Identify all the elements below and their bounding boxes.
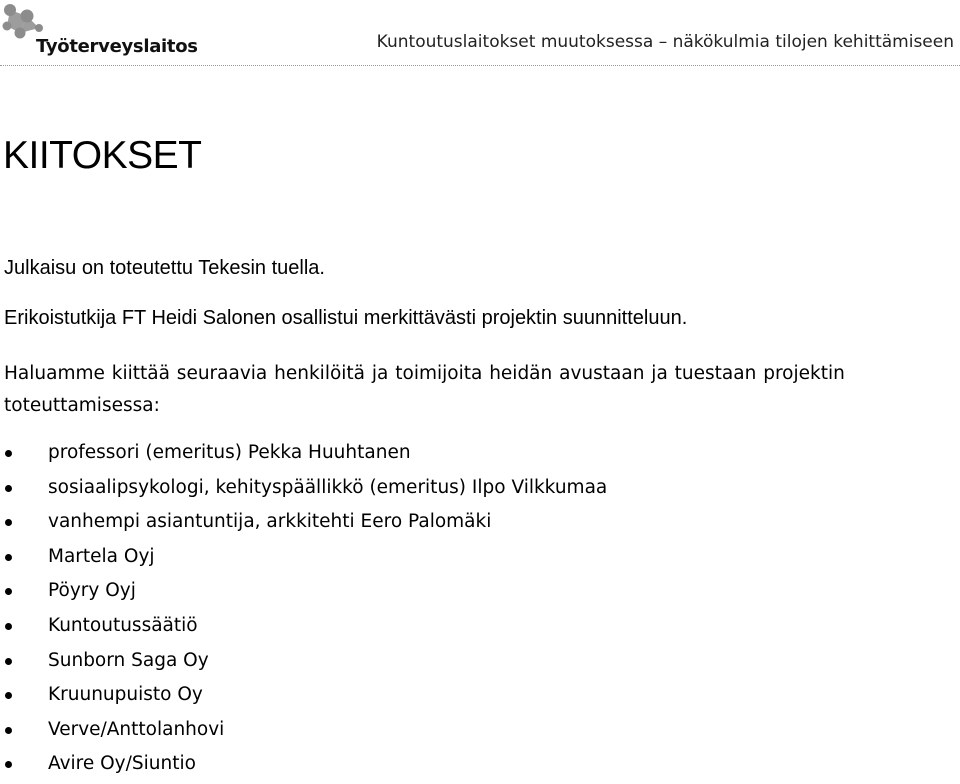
list-item-text: Avire Oy/Siuntio — [48, 753, 196, 775]
list-item-text: vanhempi asiantuntija, arkkitehti Eero Palomäki — [48, 511, 492, 533]
contributor-paragraph: Erikoistutkija FT Heidi Salonen osallistui merkittävästi projektin suunnitteluun. — [4, 307, 688, 329]
bullet-dot-icon — [5, 554, 12, 561]
page-header — [0, 0, 960, 66]
logo-text: Työterveyslaitos — [36, 36, 198, 57]
bullet-dot-icon — [5, 588, 12, 595]
thanks-paragraph: Haluamme kiittää seuraavia henkilöitä ja toimijoita heidän avustaan ja tuestaan projektin toteuttamisessa: — [4, 363, 845, 416]
list-item-text: professori (emeritus) Pekka Huuhtanen — [48, 442, 411, 463]
list-item-text: Sunborn Saga Oy — [48, 649, 209, 671]
bullet-dot-icon — [5, 692, 12, 699]
bullet-dot-icon — [5, 623, 12, 630]
list-item-text: Verve/Anttolanhovi — [48, 718, 225, 740]
bullet-dot-icon — [5, 450, 12, 457]
tyoterveyslaitos-logo — [2, 2, 198, 62]
document-header-title: Kuntoutuslaitokset muutoksessa – näkökulmia tilojen kehittämiseen — [376, 32, 954, 52]
page-title: KIITOKSET — [3, 134, 202, 177]
header-divider — [0, 65, 960, 66]
bullet-dot-icon — [5, 727, 12, 734]
list-item-text: sosiaalipsykologi, kehityspäällikkö (emeritus) Ilpo Vilkkumaa — [48, 476, 608, 498]
list-item-text: Kuntoutussäätiö — [48, 614, 198, 636]
bullet-dot-icon — [5, 519, 12, 526]
bullet-dot-icon — [5, 658, 12, 665]
list-item-text: Pöyry Oyj — [48, 580, 136, 602]
list-item-text: Martela Oyj — [48, 545, 155, 567]
bullet-dot-icon — [5, 761, 12, 768]
list-item-text: Kruunupuisto Oy — [48, 684, 203, 706]
bullet-dot-icon — [5, 485, 12, 492]
funding-paragraph: Julkaisu on toteutettu Tekesin tuella. — [4, 257, 325, 279]
